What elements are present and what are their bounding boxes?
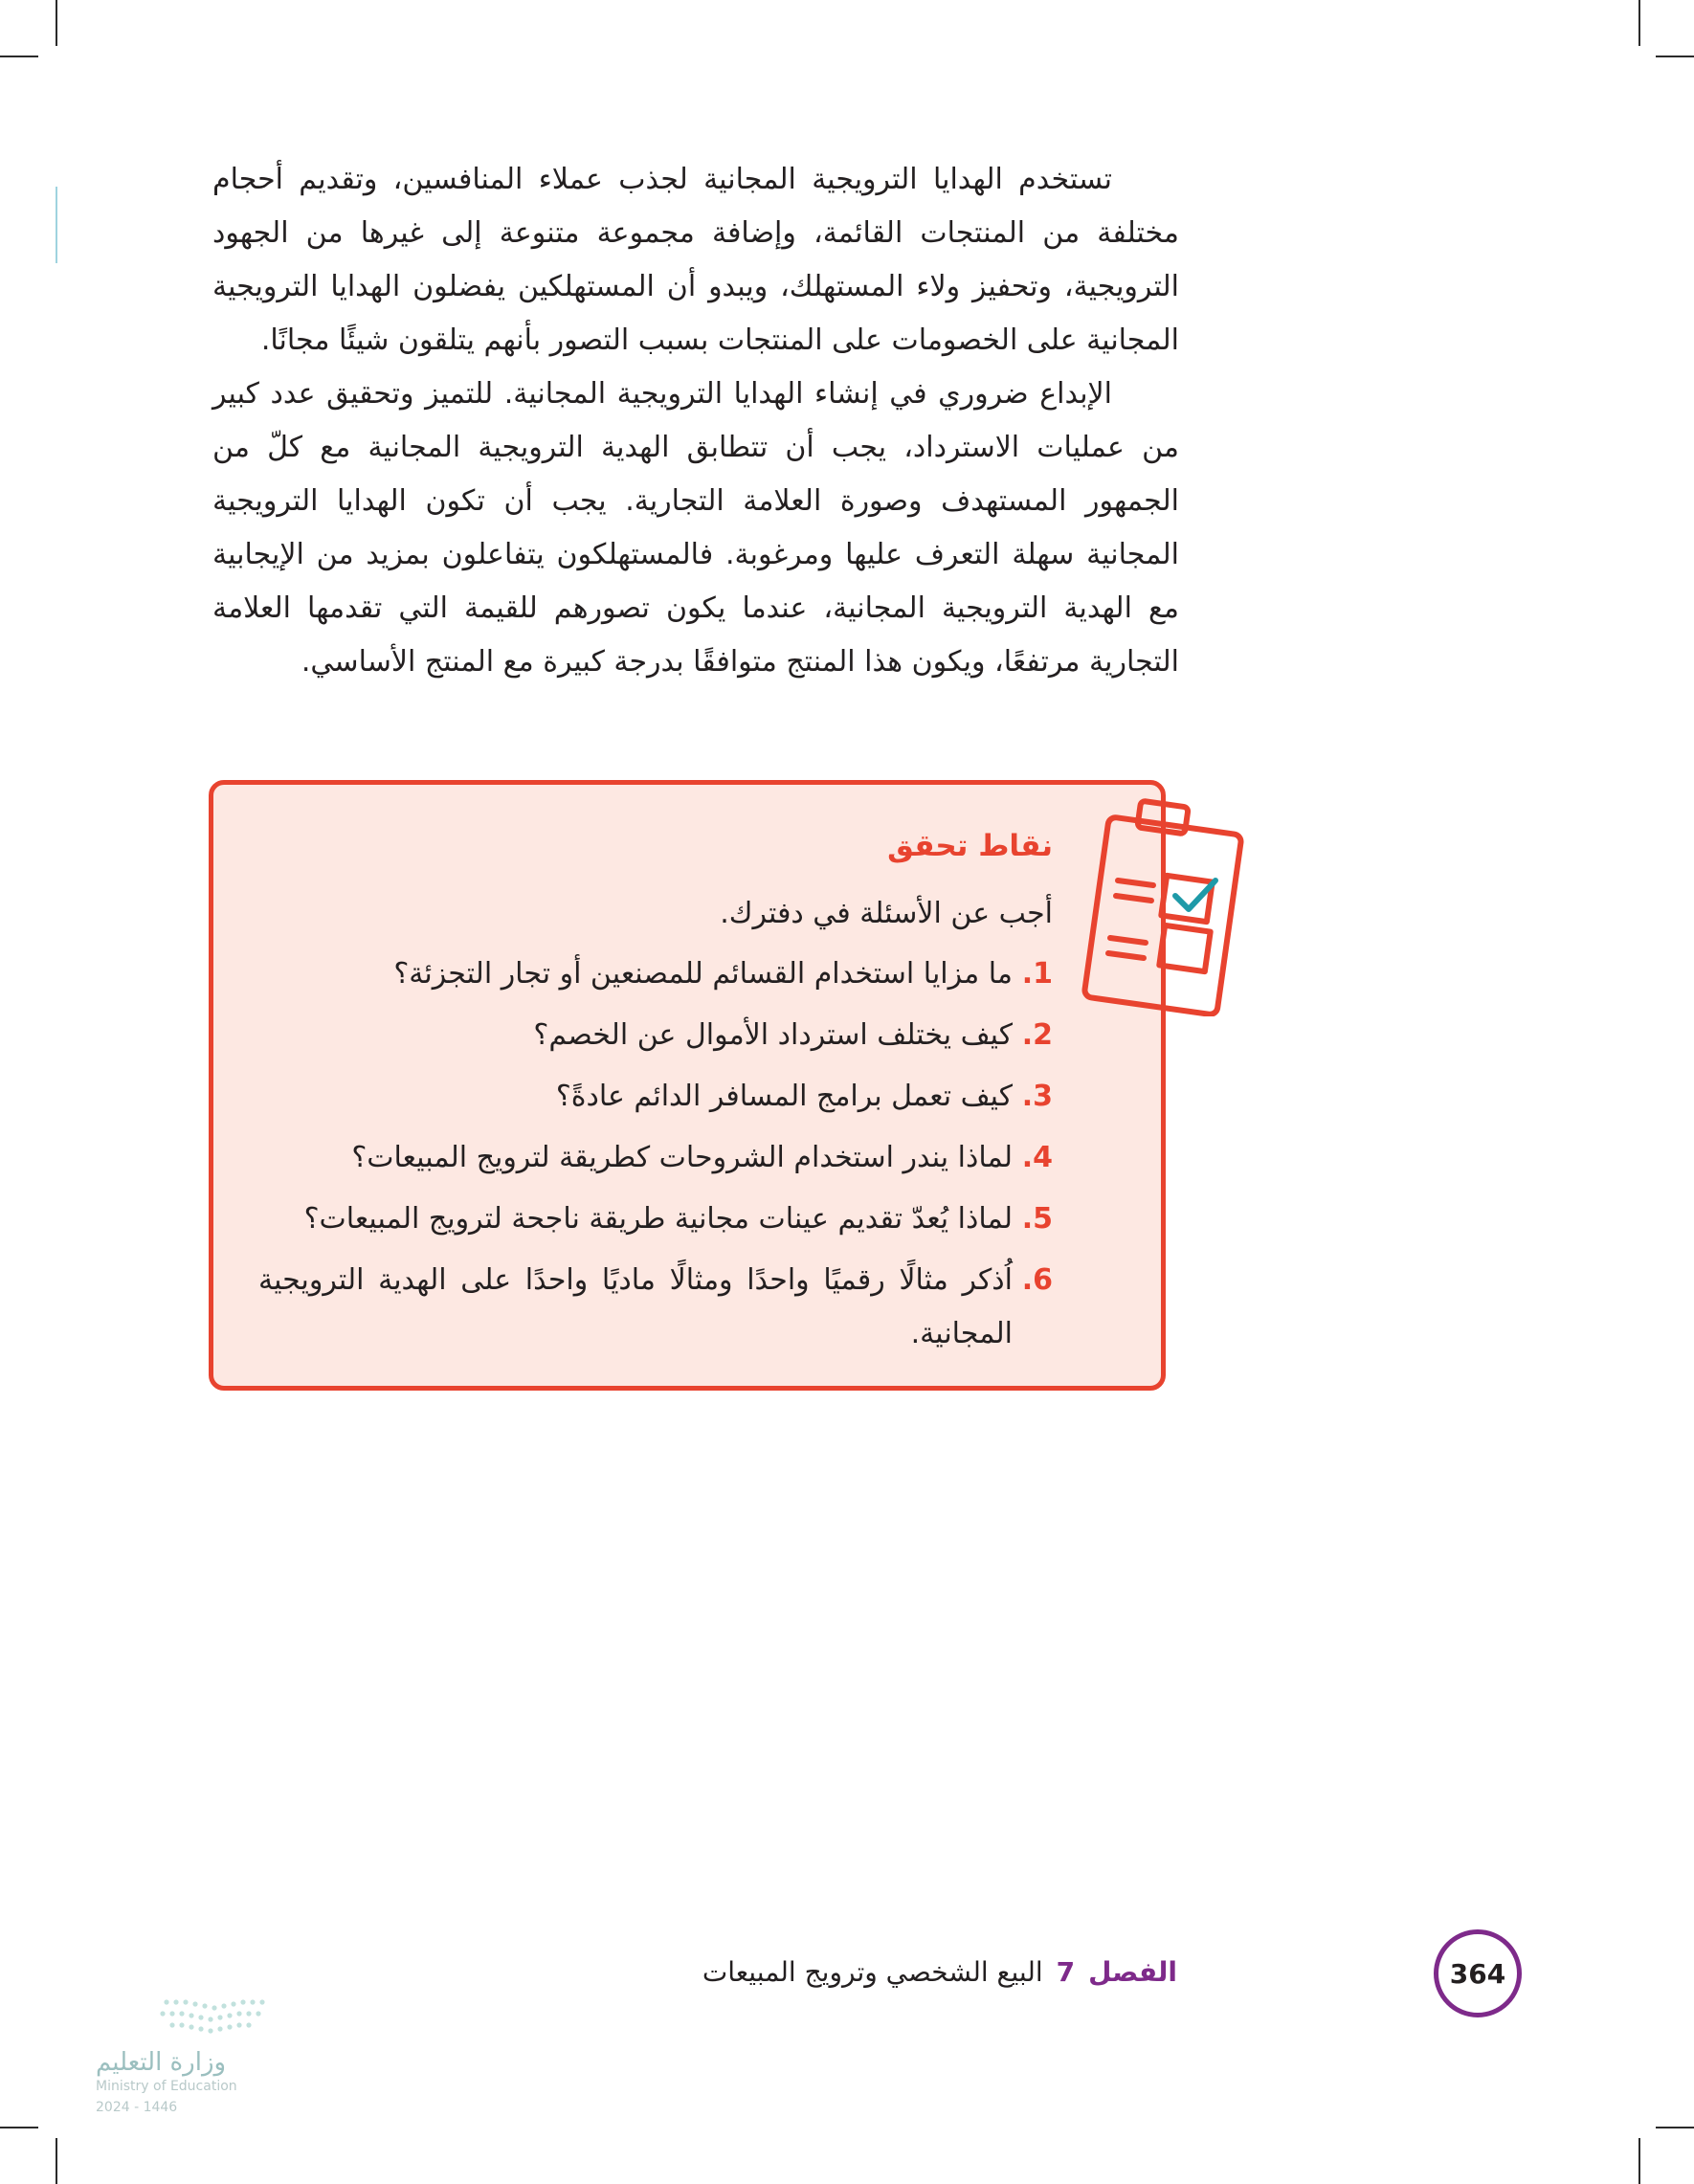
paragraph-1: تستخدم الهدايا الترويجية المجانية لجذب عملاء المنافسين، وتقديم أحجام مختلفة من المنتجات القائمة، وإضافة مجموعة متنوعة إلى غيرها من الجهود الترويجية، وتحفيز ولاء المستهلك، ويبدو أن المستهلكين يفضلون الهدايا الترويجية المجانية على الخصومات على المنتجات بسبب التصور بأنهم يتلقون شيئًا مجانًا. [212,163,1179,357]
question-number: 3. [1021,1080,1053,1113]
chapter-title: البيع الشخصي وترويج المبيعات [702,1956,1043,1988]
body-text [212,153,1179,689]
checkpoints-intro: أجب عن الأسئلة في دفترك. [720,897,1053,930]
crop-mark [0,2127,38,2128]
question-number: 1. [1021,957,1053,991]
ministry-name-ar: وزارة التعليم [96,2048,227,2077]
question-number: 5. [1021,1202,1053,1236]
margin-rule [56,187,57,263]
question-text: ما مزايا استخدام القسائم للمصنعين أو تجار التجزئة؟ [393,957,1013,991]
question-item [258,947,1053,1009]
question-item [258,1254,1053,1361]
checkpoints-title: نقاط تحقق [887,829,1053,863]
question-item [258,1009,1053,1070]
crop-mark [0,56,38,57]
crop-mark [1656,2127,1694,2128]
clipboard-check-icon [1081,796,1244,1016]
chapter-number: 7 [1056,1956,1076,1988]
crop-mark [1656,56,1694,57]
question-list [258,947,1053,1361]
question-text: كيف يختلف استرداد الأموال عن الخصم؟ [533,1018,1013,1052]
question-number: 4. [1021,1141,1053,1174]
page-number: 364 [1434,1929,1522,2017]
chapter-footer [702,1956,1177,1988]
ministry-year: 2024 - 1446 [96,2100,178,2115]
question-text: اُذكر مثالًا رقميًا واحدًا ومثالًا ماديًا واحدًا على الهدية الترويجية المجانية. [258,1263,1013,1350]
crop-mark [56,0,57,46]
question-number: 2. [1021,1018,1053,1052]
ministry-name-en: Ministry of Education [96,2079,237,2094]
question-text: لماذا يندر استخدام الشروحات كطريقة لترويج المبيعات؟ [351,1141,1013,1174]
question-text: لماذا يُعدّ تقديم عينات مجانية طريقة ناجحة لترويج المبيعات؟ [303,1202,1013,1236]
paragraph-2: الإبداع ضروري في إنشاء الهدايا الترويجية المجانية. للتميز وتحقيق عدد كبير من عمليات الاسترداد، يجب أن تتطابق الهدية الترويجية المجانية مع كلّ من الجمهور المستهدف وصورة العلامة التجارية. يجب أن تكون الهدايا الترويجية المجانية سهلة التعرف عليها ومرغوبة. فالمستهلكون يتفاعلون بمزيد من الإيجابية مع الهدية الترويجية المجانية، عندما يكون تصورهم للقيمة التي تقدمها العلامة التجارية مرتفعًا، ويكون هذا المنتج متوافقًا بدرجة كبيرة مع المنتج الأساسي. [212,377,1179,679]
crop-mark [1638,2138,1640,2184]
question-item [258,1131,1053,1192]
crop-mark [56,2138,57,2184]
question-number: 6. [1021,1263,1053,1297]
question-item [258,1192,1053,1254]
crop-mark [1638,0,1640,46]
question-text: كيف تعمل برامج المسافر الدائم عادةً؟ [555,1080,1013,1113]
question-item [258,1070,1053,1131]
chapter-label: الفصل [1088,1956,1177,1988]
